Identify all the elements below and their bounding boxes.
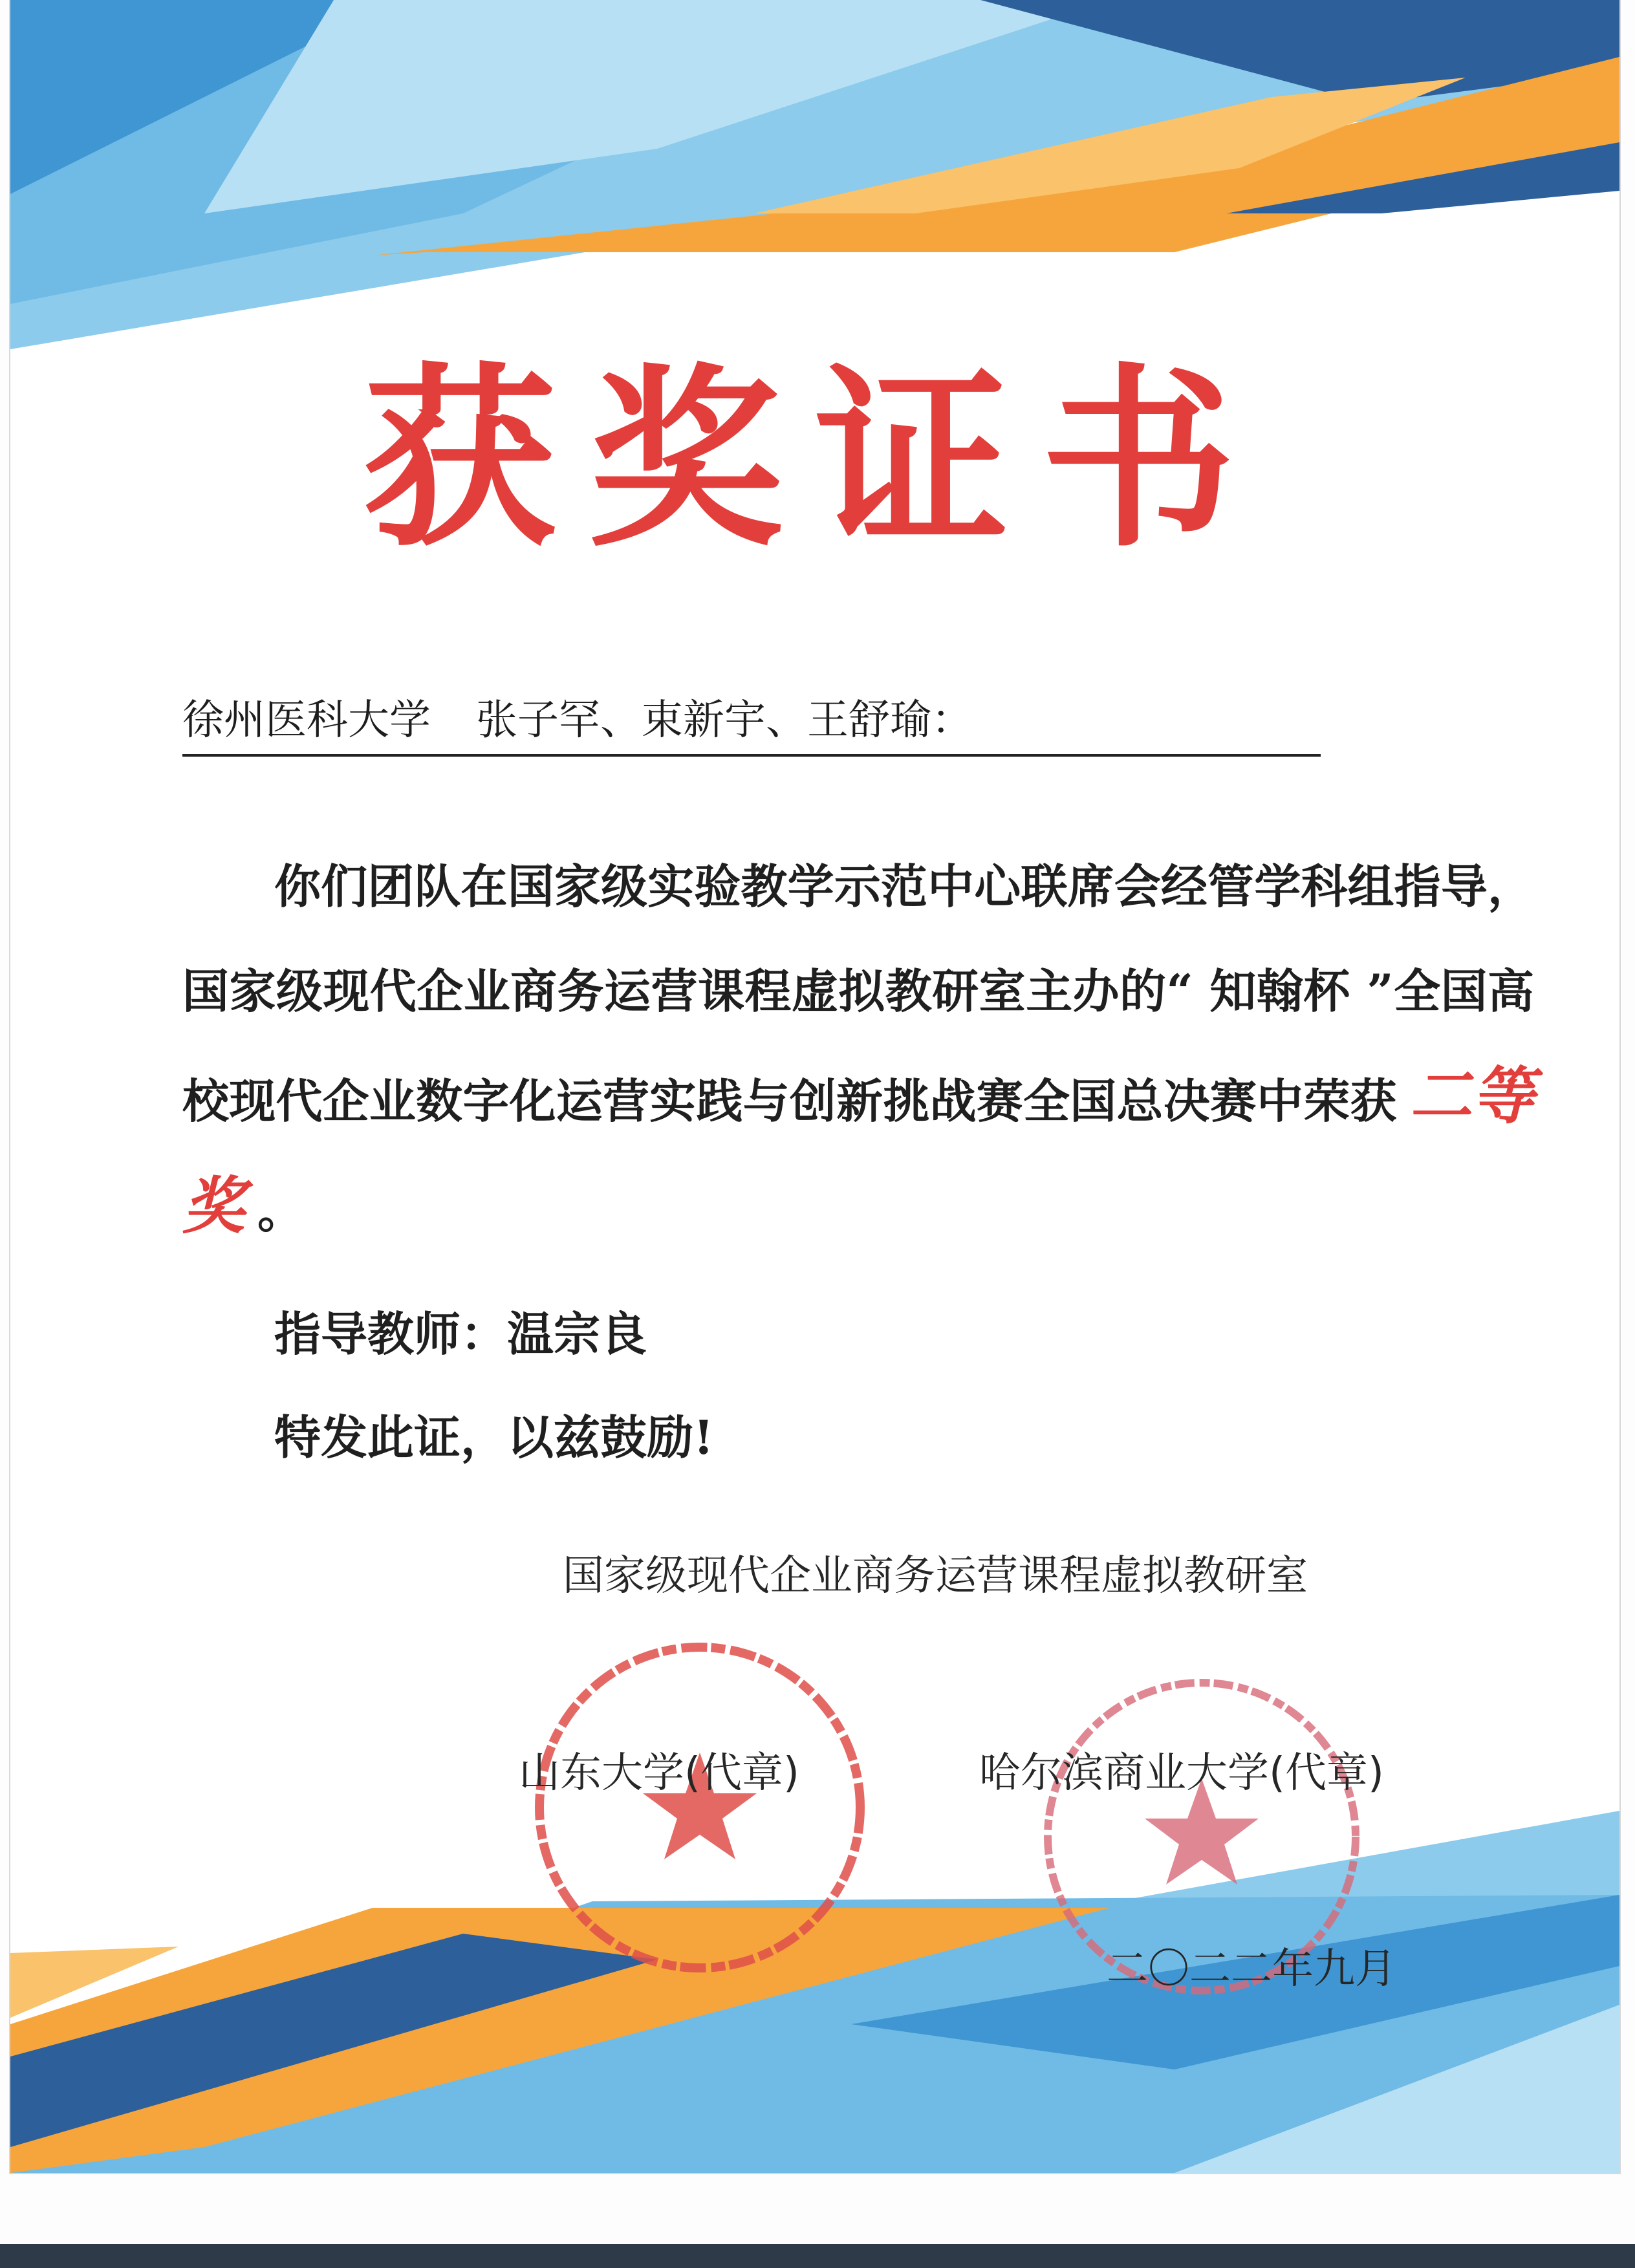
issuer-name: 国家级现代企业商务运营课程虚拟教研室 bbox=[563, 1552, 1308, 1600]
advisor-name: 温宗良 bbox=[507, 1306, 647, 1361]
certificate-page bbox=[10, 0, 1619, 2173]
issue-date: 二〇二二年九月 bbox=[1107, 1945, 1396, 1993]
signer-harbin-commerce-university: 哈尔滨商业大学(代章) bbox=[979, 1749, 1384, 1797]
citation-end: 。 bbox=[257, 1183, 305, 1238]
certificate-title: 获奖证书 bbox=[362, 345, 1268, 573]
advisor-label: 指导教师： bbox=[274, 1306, 508, 1361]
shandong-university-seal bbox=[525, 1633, 874, 1982]
citation-paragraph bbox=[182, 834, 1534, 1264]
signer-shandong-university: 山东大学(代章) bbox=[519, 1749, 799, 1797]
top-decoration bbox=[10, 0, 1619, 362]
citation-text: 你们团队在国家级实验教学示范中心联席会经管学科组指导，国家级现代企业商务运营课程虚拟教研室主办的“ 知翰杯 ”全国高校现代企业数字化运营实践与创新挑战赛全国总决赛中荣获 bbox=[182, 859, 1534, 1129]
advisor-line bbox=[274, 1297, 647, 1364]
scan-edge bbox=[0, 2244, 1635, 2268]
award-level: 二等奖 bbox=[182, 1059, 1534, 1242]
recipient-names: 张子罕、束新宇、王舒瑜： bbox=[476, 697, 973, 744]
recipient-school: 徐州医科大学 bbox=[182, 697, 431, 744]
recipient-line bbox=[182, 687, 1321, 757]
closing-line: 特发此证，以兹鼓励! bbox=[274, 1410, 714, 1465]
